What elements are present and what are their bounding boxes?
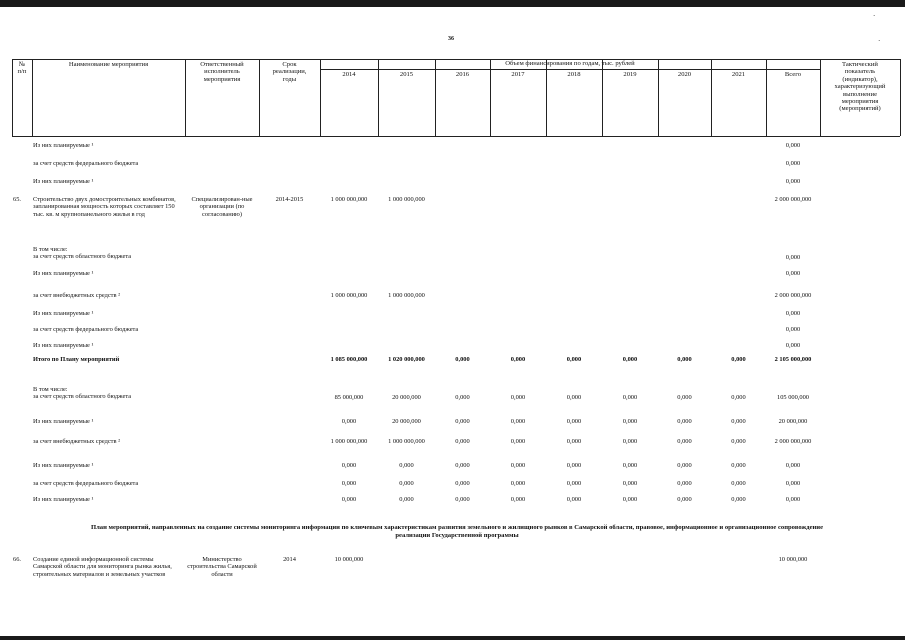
header-num: № п/п bbox=[17, 61, 27, 76]
row-year-value: 0,000 bbox=[677, 462, 692, 469]
header-total: Всего bbox=[784, 71, 802, 78]
row-number: 66. bbox=[13, 556, 21, 563]
row-year-value: 1 000 000,000 bbox=[330, 196, 368, 203]
row-label: за счет внебюджетных средств ² bbox=[33, 292, 120, 299]
row-label: за счет средств федерального бюджета bbox=[33, 160, 139, 167]
row-year-value: 0,000 bbox=[677, 394, 692, 401]
row-year-value: 1 000 000,000 bbox=[388, 196, 425, 203]
row-year-value: 0,000 bbox=[341, 480, 357, 487]
row-year-value: 0,000 bbox=[731, 438, 746, 445]
row-total: 0,000 bbox=[785, 496, 801, 503]
row-year-value: 0,000 bbox=[566, 418, 582, 425]
header-year: 2015 bbox=[399, 71, 414, 78]
scan-speck: · bbox=[878, 37, 881, 45]
row-year-value: 0,000 bbox=[566, 480, 582, 487]
page-number: 36 bbox=[448, 36, 454, 42]
header-year: 2019 bbox=[623, 71, 637, 78]
row-label: Из них планируемые ¹ bbox=[33, 462, 94, 469]
header-funding: Объем финансирования по годам, тыс. рублей bbox=[505, 60, 635, 67]
row-total: 0,000 bbox=[785, 178, 801, 185]
row-label: Из них планируемые ¹ bbox=[33, 142, 94, 149]
scan-top-border bbox=[0, 0, 905, 7]
row-year-value: 20 000,000 bbox=[392, 418, 421, 425]
row-total: 20 000,000 bbox=[778, 418, 808, 425]
table-grid-line bbox=[12, 136, 900, 137]
header-year: 2016 bbox=[455, 71, 470, 78]
row-year-value: 0,000 bbox=[455, 394, 470, 401]
row-year-value: 0,000 bbox=[399, 462, 414, 469]
scan-speck: ˊ bbox=[873, 14, 876, 22]
row-year-value: 0,000 bbox=[731, 462, 746, 469]
row-year-value: 0,000 bbox=[677, 496, 692, 503]
row-year-value: 0,000 bbox=[677, 480, 692, 487]
row-year-value: 1 000 000,000 bbox=[388, 292, 425, 299]
row-year-value: 0,000 bbox=[731, 394, 746, 401]
row-total: 2 105 000,000 bbox=[774, 356, 812, 363]
row-total: 2 000 000,000 bbox=[774, 292, 812, 299]
row-year-value: 0,000 bbox=[455, 356, 470, 363]
table-grid-line bbox=[32, 59, 33, 136]
row-total: 0,000 bbox=[785, 326, 801, 333]
row-year-value: 0,000 bbox=[341, 462, 357, 469]
row-year-value: 0,000 bbox=[566, 462, 582, 469]
row-year-value: 0,000 bbox=[622, 462, 638, 469]
row-total: 0,000 bbox=[785, 254, 801, 261]
row-year-value: 0,000 bbox=[455, 418, 470, 425]
row-year-value: 0,000 bbox=[566, 496, 582, 503]
row-total: 0,000 bbox=[785, 142, 801, 149]
row-year-value: 1 000 000,000 bbox=[330, 292, 368, 299]
row-year-value: 0,000 bbox=[341, 418, 357, 425]
row-year-value: 0,000 bbox=[510, 356, 526, 363]
row-year-value: 0,000 bbox=[455, 438, 470, 445]
row-year-value: 0,000 bbox=[731, 480, 746, 487]
header-year: 2020 bbox=[677, 71, 692, 78]
row-label: Из них планируемые ¹ bbox=[33, 342, 94, 349]
row-year-value: 20 000,000 bbox=[392, 394, 421, 401]
row-label: Строительство двух домостроительных комбинатов, запланированная мощность которых составляет 150 тыс. кв. м крупнопанельного жилья в год bbox=[33, 196, 176, 218]
row-label: Создание единой информационной системы Самарской области для мониторинга рынка жилья, строительных материалов и земельных участков bbox=[33, 556, 172, 578]
row-responsible: Министерство строительства Самарской области bbox=[187, 556, 257, 578]
row-year-value: 10 000,000 bbox=[334, 556, 364, 563]
row-total: 2 000 000,000 bbox=[774, 438, 812, 445]
row-label: Из них планируемые ¹ bbox=[33, 310, 94, 317]
row-label: Из них планируемые ¹ bbox=[33, 496, 94, 503]
row-year-value: 0,000 bbox=[731, 418, 746, 425]
row-year-value: 0,000 bbox=[622, 480, 638, 487]
row-year-value: 85 000,000 bbox=[334, 394, 364, 401]
row-period: 2014 bbox=[283, 556, 296, 563]
row-year-value: 1 000 000,000 bbox=[330, 438, 368, 445]
row-year-value: 1 020 000,000 bbox=[388, 356, 425, 363]
row-year-value: 0,000 bbox=[399, 480, 414, 487]
row-year-value: 1 085 000,000 bbox=[330, 356, 368, 363]
table-grid-line bbox=[900, 59, 901, 136]
row-total: 0,000 bbox=[785, 270, 801, 277]
header-indicator: Тактический показатель (индикатор), характеризующий выполнение мероприятия (мероприятий) bbox=[834, 61, 886, 113]
row-total: 0,000 bbox=[785, 310, 801, 317]
row-year-value: 0,000 bbox=[510, 496, 526, 503]
row-year-value: 0,000 bbox=[455, 480, 470, 487]
header-year: 2017 bbox=[511, 71, 525, 78]
header-name: Наименование мероприятия bbox=[68, 61, 149, 68]
row-year-value: 0,000 bbox=[510, 394, 526, 401]
row-year-value: 0,000 bbox=[622, 418, 638, 425]
header-year: 2018 bbox=[567, 71, 581, 78]
row-year-value: 0,000 bbox=[566, 438, 582, 445]
row-year-value: 0,000 bbox=[622, 394, 638, 401]
row-responsible: Специализирован-ные организации (по согласованию) bbox=[191, 196, 253, 218]
row-label: Из них планируемые ¹ bbox=[33, 270, 94, 277]
row-label: В том числе: за счет средств областного бюджета bbox=[33, 386, 132, 401]
row-year-value: 0,000 bbox=[731, 356, 746, 363]
row-year-value: 0,000 bbox=[510, 480, 526, 487]
row-year-value: 0,000 bbox=[622, 356, 638, 363]
row-year-value: 0,000 bbox=[399, 496, 414, 503]
row-total: 0,000 bbox=[785, 462, 801, 469]
row-year-value: 0,000 bbox=[455, 462, 470, 469]
header-responsible: Ответственный исполнитель мероприятия bbox=[200, 61, 244, 83]
header-year: 2021 bbox=[731, 71, 746, 78]
table-grid-line bbox=[320, 69, 820, 70]
row-number: 65. bbox=[13, 196, 21, 203]
row-year-value: 0,000 bbox=[677, 356, 692, 363]
row-year-value: 0,000 bbox=[622, 438, 638, 445]
row-label: Из них планируемые ¹ bbox=[33, 418, 94, 425]
row-label: за счет внебюджетных средств ² bbox=[33, 438, 120, 445]
row-label: за счет средств федерального бюджета bbox=[33, 326, 139, 333]
row-period: 2014-2015 bbox=[275, 196, 304, 203]
header-year: 2014 bbox=[342, 71, 356, 78]
scan-bottom-border bbox=[0, 636, 905, 640]
row-total: 10 000,000 bbox=[778, 556, 808, 563]
row-label: Из них планируемые ¹ bbox=[33, 178, 94, 185]
row-year-value: 0,000 bbox=[566, 356, 582, 363]
header-period: Срок реализации, годы bbox=[272, 61, 307, 83]
row-total: 0,000 bbox=[785, 160, 801, 167]
row-year-value: 0,000 bbox=[510, 462, 526, 469]
row-year-value: 0,000 bbox=[731, 496, 746, 503]
row-year-value: 0,000 bbox=[510, 418, 526, 425]
row-total: 0,000 bbox=[785, 342, 801, 349]
row-year-value: 0,000 bbox=[341, 496, 357, 503]
row-label: В том числе: за счет средств областного бюджета bbox=[33, 246, 132, 261]
row-total: 2 000 000,000 bbox=[774, 196, 812, 203]
row-year-value: 1 000 000,000 bbox=[388, 438, 425, 445]
section-heading: План мероприятий, направленных на создание системы мониторинга информации по ключевым характеристикам развития земельного и жилищного рынков в Самарской области, правовое, информационное и организационное сопровождение реализации Государственной программы bbox=[90, 524, 824, 539]
row-year-value: 0,000 bbox=[677, 418, 692, 425]
row-label: за счет средств федерального бюджета bbox=[33, 480, 139, 487]
row-year-value: 0,000 bbox=[455, 496, 470, 503]
row-total: 0,000 bbox=[785, 480, 801, 487]
row-label: Итого по Плану мероприятий bbox=[33, 356, 120, 363]
row-year-value: 0,000 bbox=[622, 496, 638, 503]
row-year-value: 0,000 bbox=[677, 438, 692, 445]
row-year-value: 0,000 bbox=[510, 438, 526, 445]
row-total: 105 000,000 bbox=[777, 394, 809, 401]
row-year-value: 0,000 bbox=[566, 394, 582, 401]
